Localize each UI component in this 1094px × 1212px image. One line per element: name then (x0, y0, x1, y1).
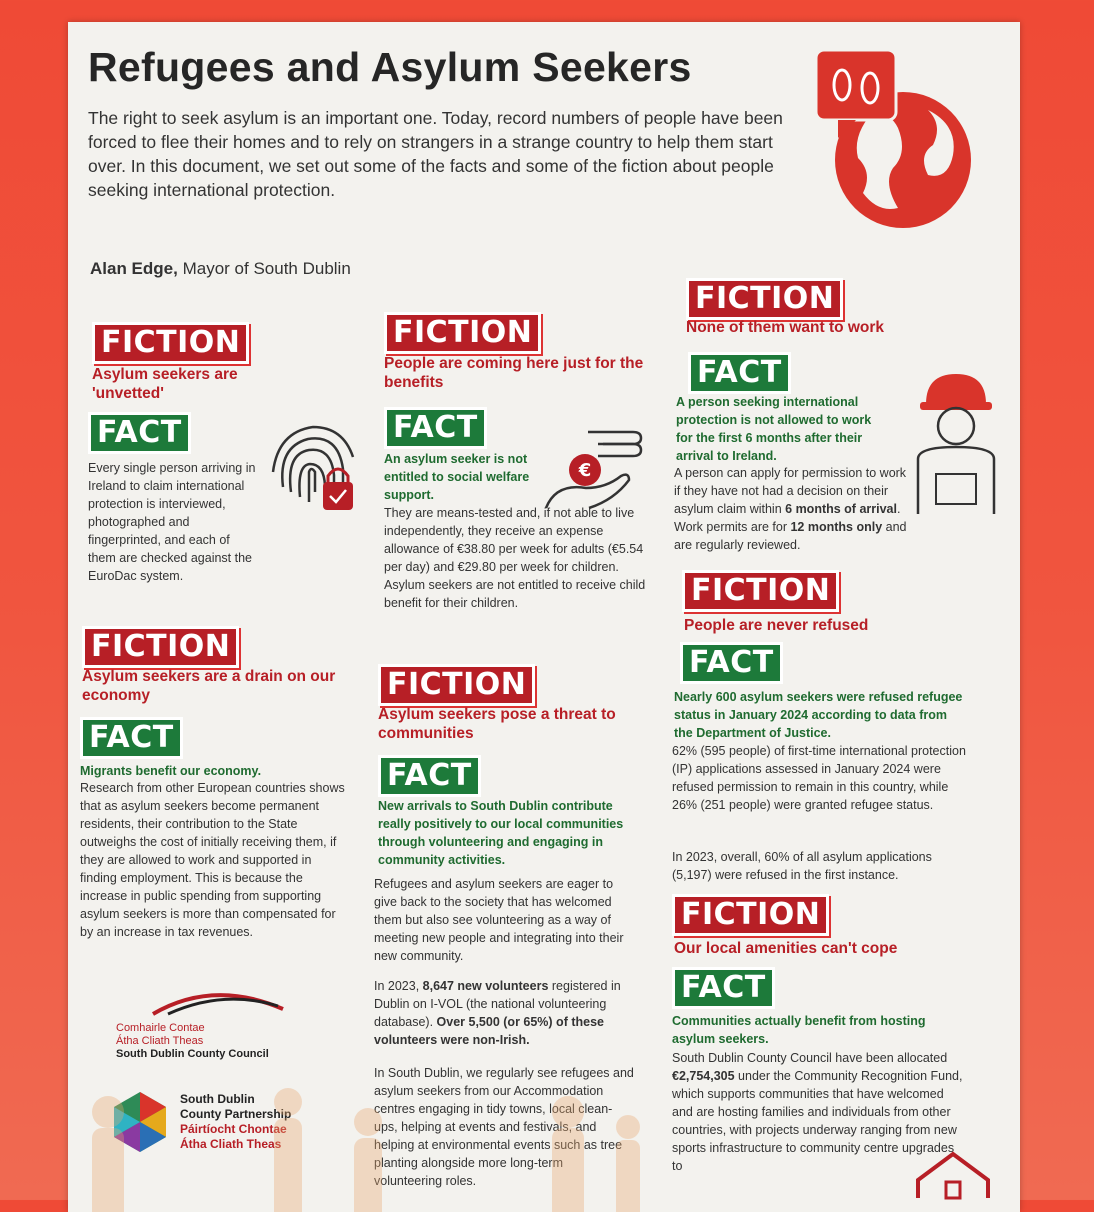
council-name: Comhairle Contae Átha Cliath Theas South Dublin County Council (116, 1022, 269, 1060)
fact-label: FACT (80, 717, 183, 759)
fiction-label: FICTION (92, 322, 249, 364)
fiction-label: FICTION (378, 664, 535, 706)
fact-label: FACT (672, 967, 775, 1009)
fact-body-refused: 62% (595 people) of first-time international protection (IP) applications assessed in January 2024 were refused permission to remain in this country, while 26% (251 people) were granted refugee status. (672, 744, 966, 812)
fact-label: FACT (88, 412, 191, 454)
euro-symbol: € (578, 460, 592, 481)
fact-body-economy: Research from other European countries shows that as asylum seekers become permanent residents, their contribution to the State outweighs the cost of initially receiving them, if they are allowed to work and supported in finding employment. This is because the increase in public spending from supporting asylum seekers is more than compensated for by an increase in tax revenues. (80, 781, 345, 939)
fingerprint-lock-icon (258, 412, 368, 522)
fact-label: FACT (384, 407, 487, 449)
people-silhouettes-decoration (68, 1072, 1020, 1212)
partnership-name: South Dublin County Partnership Páirtíocht Chontae Átha Cliath Theas (180, 1092, 292, 1151)
fact-body-benefits: They are means-tested and, if not able to live independently, they receive an expense allowance of €38.80 per week for adults (€5.54 per day) and €29.80 per week for children. Asylum seekers are not entitled to receive child benefit for their children. (384, 506, 646, 610)
fact-label: FACT (680, 642, 783, 684)
fact-headline-benefits: An asylum seeker is not entitled to social welfare support. (384, 452, 530, 502)
fiction-claim-unvetted: Asylum seekers are 'unvetted' (92, 366, 238, 402)
signature (90, 259, 351, 279)
fiction-label: FICTION (682, 570, 839, 612)
volunteer-stats: In 2023, 8,647 new volunteers registered in Dublin on I-VOL (the national volunteering database). Over 5,500 (or 65%) of these volunteers were non-Irish. (374, 979, 621, 1047)
fiction-label: FICTION (82, 626, 239, 668)
fiction-claim-refused: People are never refused (684, 617, 869, 634)
fact-body-vetting: Every single person arriving in Ireland to claim international protection is interviewed, photographed and fingerprinted, and each of them are checked against the EuroDac system. (88, 461, 256, 583)
fact-headline-economy: Migrants benefit our economy. (80, 764, 262, 778)
fact-body-threat: Refugees and asylum seekers are eager to give back to the society that has welcomed them but also see volunteering as a way of meeting new people and integrating into their new community. (374, 877, 624, 963)
fiction-claim-amenities: Our local amenities can't cope (674, 940, 898, 957)
fact-headline-threat: New arrivals to South Dublin contribute really positively to our local communities through volunteering and engaging in community activities. (378, 799, 624, 867)
fact-body-amenities: South Dublin County Council have been allocated €2,754,305 under the Community Recognition Fund, which supports communities that have welcomed and are hosting families and individuals from other countries, with projects underway ranging from new sports infrastructure to community centre upgrades to (672, 1051, 963, 1173)
fact-body-work: A person can apply for permission to work if they have not had a decision on their asylum claim within 6 months of arrival. Work permits are for 12 months only and are regularly reviewed. (674, 466, 907, 552)
fiction-claim-threat: Asylum seekers pose a threat to communities (378, 706, 616, 742)
globe-footprints-icon (808, 40, 978, 230)
fiction-claim-economy: Asylum seekers are a drain on our economy (82, 668, 336, 704)
mayor-role: Mayor of South Dublin (182, 259, 351, 278)
leaflet-page (68, 22, 1020, 1212)
fact-label: FACT (688, 352, 791, 394)
volunteer-examples: In South Dublin, we regularly see refugees and asylum seekers from our Accommodation centres engaging in tidy towns, local clean-ups, helping at events and festivals, and helping at environmental events such as tree planting alongside more long-term volunteering roles. (374, 1066, 634, 1188)
fact-headline-work: A person seeking international protection is not allowed to work for the first 6 months after their arrival to Ireland. (676, 395, 872, 463)
fact-body-2023-stats: In 2023, overall, 60% of all asylum applications (5,197) were refused in the first instance. (672, 850, 932, 882)
fact-headline-refused: Nearly 600 asylum seekers were refused refugee status in January 2024 according to data from the Department of Justice. (674, 690, 963, 740)
fiction-label: FICTION (686, 278, 843, 320)
worker-helmet-icon (908, 364, 998, 514)
fiction-claim-benefits: People are coming here just for the benefits (384, 355, 644, 391)
council-swoosh-logo (148, 984, 288, 1020)
fiction-label: FICTION (672, 894, 829, 936)
fiction-claim-work: None of them want to work (686, 319, 885, 336)
fact-headline-amenities: Communities actually benefit from hosting asylum seekers. (672, 1014, 926, 1046)
fact-label: FACT (378, 755, 481, 797)
hands-euro-icon (538, 420, 648, 520)
mayor-name: Alan Edge, (90, 259, 178, 278)
fiction-label: FICTION (384, 312, 541, 354)
page-title: Refugees and Asylum Seekers (88, 44, 692, 90)
intro-text: The right to seek asylum is an important one. Today, record numbers of people have been forced to flee their homes and to rely on strangers in a strange country to help them start over. In this document, we set out some of the facts and some of the fiction about people seeking international protection. (88, 108, 783, 200)
